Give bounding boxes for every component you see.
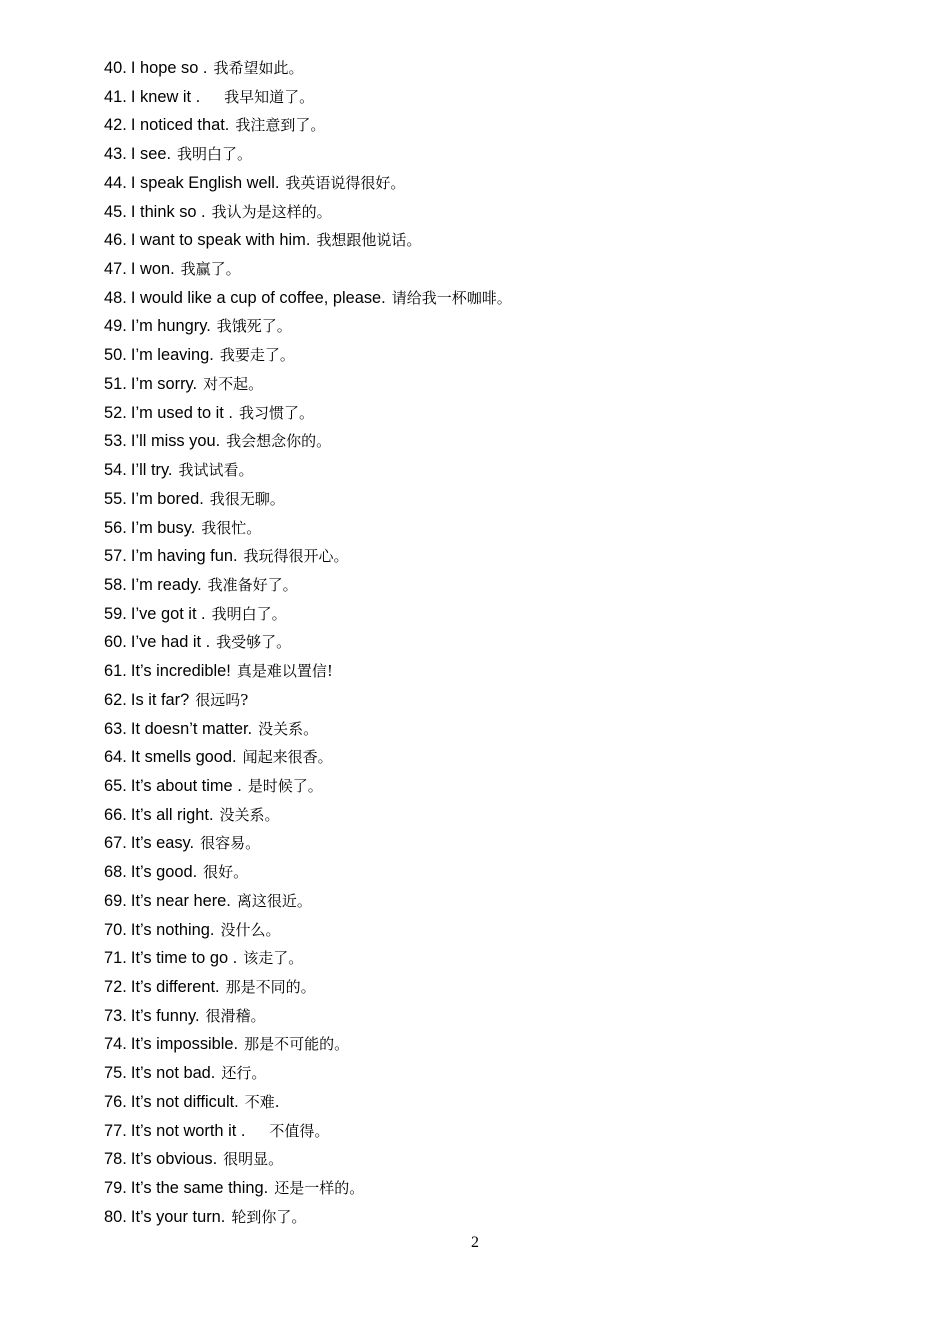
phrase-chinese: 我会想念你的。	[226, 432, 332, 451]
phrase-chinese: 我受够了。	[216, 633, 292, 652]
phrase-number: 64.	[104, 748, 127, 767]
phrase-number: 41.	[104, 87, 127, 106]
phrase-row	[104, 1117, 904, 1146]
phrase-english: It’s not bad.	[130, 1064, 216, 1083]
phrase-english: It’s about time .	[130, 776, 242, 795]
phrase-number: 50.	[104, 346, 127, 365]
phrase-number: 46.	[104, 231, 127, 250]
phrase-number: 48.	[104, 288, 127, 307]
phrase-row	[104, 1145, 904, 1174]
phrase-english: It’s funny.	[130, 1006, 200, 1025]
phrase-english: I’ll miss you.	[130, 432, 221, 451]
phrase-row	[104, 628, 904, 657]
phrase-english: I speak English well.	[130, 173, 280, 192]
phrase-english: I’m leaving.	[130, 346, 214, 365]
phrase-chinese: 很滑稽。	[205, 1006, 266, 1025]
phrase-row	[104, 600, 904, 629]
phrase-number: 59.	[104, 604, 127, 623]
phrase-english: I noticed that.	[130, 116, 230, 135]
phrase-chinese: 没什么。	[220, 920, 281, 939]
phrase-english: I’ve got it .	[130, 604, 206, 623]
phrase-chinese: 我注意到了。	[235, 116, 326, 135]
phrase-number: 63.	[104, 719, 127, 738]
phrase-chinese: 我早知道了。	[224, 87, 315, 106]
phrase-english: It’s different.	[130, 978, 220, 996]
phrase-chinese: 很远吗?	[195, 690, 249, 709]
page-number: 2	[471, 1234, 479, 1251]
phrase-row	[104, 140, 904, 169]
phrase-row	[104, 772, 904, 801]
phrase-chinese: 很明显。	[223, 1150, 284, 1169]
phrase-row	[104, 54, 904, 83]
phrase-number: 74.	[104, 1035, 127, 1054]
phrase-row	[104, 858, 904, 887]
phrase-chinese: 没关系。	[219, 805, 280, 824]
phrase-english: I’ve had it .	[130, 633, 211, 652]
phrase-english: I knew it .	[130, 87, 201, 106]
phrase-number: 69.	[104, 891, 127, 910]
phrase-row	[104, 1059, 904, 1088]
phrase-row	[104, 801, 904, 830]
phrase-english: It smells good.	[130, 748, 237, 767]
phrase-row	[104, 399, 904, 428]
phrase-number: 71.	[104, 949, 127, 968]
phrase-english: I’m sorry.	[130, 374, 198, 393]
phrase-number: 72.	[104, 978, 127, 996]
phrase-english: It’s nothing.	[130, 920, 215, 939]
phrase-number: 40.	[104, 59, 127, 77]
phrase-chinese: 还是一样的。	[274, 1179, 365, 1198]
phrase-chinese: 离这很近。	[236, 891, 312, 910]
phrase-chinese: 那是不可能的。	[244, 1035, 350, 1054]
phrase-row	[104, 312, 904, 341]
phrase-english: I hope so .	[130, 59, 208, 77]
phrase-english: I’m ready.	[130, 575, 202, 594]
phrase-english: I’m hungry.	[130, 317, 211, 336]
phrase-chinese: 我很无聊。	[209, 489, 285, 508]
phrase-english: It’s not worth it .	[130, 1121, 246, 1140]
phrase-number: 56.	[104, 518, 127, 537]
phrase-chinese: 该走了。	[243, 949, 304, 968]
phrase-english: I’m having fun.	[130, 547, 238, 566]
phrase-chinese: 请给我一杯咖啡。	[391, 288, 512, 307]
phrase-row	[104, 715, 904, 744]
phrase-row	[104, 944, 904, 973]
phrase-chinese: 还行。	[221, 1064, 267, 1083]
phrase-row	[104, 916, 904, 945]
phrase-row	[104, 542, 904, 571]
phrase-row	[104, 255, 904, 284]
phrase-row	[104, 1174, 904, 1203]
phrase-chinese: 是时候了。	[247, 776, 323, 795]
phrase-number: 67.	[104, 834, 127, 853]
phrase-english: I’m bored.	[130, 489, 204, 508]
phrase-row	[104, 198, 904, 227]
phrase-chinese: 我想跟他说话。	[316, 231, 422, 250]
phrase-number: 43.	[104, 145, 127, 164]
phrase-number: 58.	[104, 575, 127, 594]
phrase-english: It’s the same thing.	[130, 1179, 269, 1198]
phrase-chinese: 不值得。	[269, 1121, 330, 1140]
phrase-chinese: 那是不同的。	[225, 978, 316, 996]
phrase-chinese: 我希望如此。	[213, 59, 304, 77]
phrase-number: 62.	[104, 690, 127, 709]
phrase-number: 44.	[104, 173, 127, 192]
phrase-chinese: 我试试看。	[178, 461, 254, 480]
phrase-english: I would like a cup of coffee, please.	[130, 288, 386, 307]
phrase-chinese: 不难.	[244, 1092, 280, 1111]
phrase-english: It’s easy.	[130, 834, 195, 853]
phrase-number: 49.	[104, 317, 127, 336]
phrase-chinese: 我玩得很开心。	[243, 547, 349, 566]
phrase-english: It’s obvious.	[130, 1150, 218, 1169]
phrase-number: 57.	[104, 547, 127, 566]
phrase-english: Is it far?	[130, 690, 190, 709]
phrase-row	[104, 514, 904, 543]
phrase-english: I won.	[130, 260, 175, 279]
phrase-list	[104, 54, 904, 1231]
phrase-english: I see.	[130, 145, 171, 164]
phrase-chinese: 闻起来很香。	[242, 748, 333, 767]
phrase-english: It’s near here.	[130, 891, 231, 910]
phrase-chinese: 很好。	[203, 863, 249, 882]
phrase-number: 77.	[104, 1121, 127, 1140]
phrase-chinese: 我习惯了。	[238, 403, 314, 422]
phrase-row	[104, 743, 904, 772]
phrase-row	[104, 226, 904, 255]
phrase-number: 76.	[104, 1092, 127, 1111]
phrase-chinese: 我英语说得很好。	[285, 173, 406, 192]
phrase-row	[104, 169, 904, 198]
phrase-row	[104, 973, 904, 1002]
phrase-english: It doesn’t matter.	[130, 719, 253, 738]
phrase-row	[104, 571, 904, 600]
phrase-row	[104, 284, 904, 313]
phrase-row	[104, 829, 904, 858]
phrase-chinese: 我明白了。	[177, 145, 253, 164]
phrase-chinese: 我准备好了。	[207, 575, 298, 594]
phrase-row	[104, 456, 904, 485]
phrase-row	[104, 1002, 904, 1031]
phrase-number: 60.	[104, 633, 127, 652]
phrase-number: 55.	[104, 489, 127, 508]
phrase-number: 53.	[104, 432, 127, 451]
phrase-english: I want to speak with him.	[130, 231, 311, 250]
phrase-english: I think so .	[130, 202, 206, 221]
phrase-chinese: 没关系。	[258, 719, 319, 738]
phrase-number: 65.	[104, 776, 127, 795]
phrase-number: 78.	[104, 1150, 127, 1169]
phrase-english: It’s incredible!	[130, 662, 231, 681]
phrase-row	[104, 686, 904, 715]
phrase-chinese: 我很忙。	[201, 518, 262, 537]
phrase-row	[104, 485, 904, 514]
phrase-english: It’s good.	[130, 863, 198, 882]
phrase-english: I’m busy.	[130, 518, 196, 537]
phrase-row	[104, 370, 904, 399]
phrase-chinese: 对不起。	[203, 374, 264, 393]
phrase-row	[104, 427, 904, 456]
phrase-english: It’s all right.	[130, 805, 214, 824]
phrase-number: 80.	[104, 1207, 127, 1226]
phrase-row	[104, 657, 904, 686]
phrase-number: 70.	[104, 920, 127, 939]
phrase-number: 75.	[104, 1064, 127, 1083]
phrase-chinese: 我要走了。	[219, 346, 295, 365]
phrase-row	[104, 1030, 904, 1059]
phrase-english: I’ll try.	[130, 461, 173, 480]
phrase-chinese: 我饿死了。	[216, 317, 292, 336]
phrase-number: 66.	[104, 805, 127, 824]
phrase-number: 54.	[104, 461, 127, 480]
phrase-row	[104, 83, 904, 112]
phrase-chinese: 很容易。	[200, 834, 261, 853]
phrase-row	[104, 1088, 904, 1117]
phrase-english: It’s impossible.	[130, 1035, 239, 1054]
phrase-chinese: 真是难以置信!	[236, 662, 333, 681]
phrase-number: 42.	[104, 116, 127, 135]
phrase-number: 68.	[104, 863, 127, 882]
phrase-number: 79.	[104, 1179, 127, 1198]
phrase-row	[104, 111, 904, 140]
phrase-row	[104, 1203, 904, 1232]
phrase-english: It’s time to go .	[130, 949, 238, 968]
phrase-number: 52.	[104, 403, 127, 422]
phrase-number: 45.	[104, 202, 127, 221]
phrase-row	[104, 341, 904, 370]
phrase-number: 61.	[104, 662, 127, 681]
phrase-english: It’s your turn.	[130, 1207, 226, 1226]
phrase-number: 47.	[104, 260, 127, 279]
phrase-number: 73.	[104, 1006, 127, 1025]
phrase-chinese: 我认为是这样的。	[211, 202, 332, 221]
phrase-chinese: 我赢了。	[180, 260, 241, 279]
phrase-row	[104, 887, 904, 916]
phrase-chinese: 我明白了。	[211, 604, 287, 623]
phrase-english: It’s not difficult.	[130, 1092, 239, 1111]
phrase-chinese: 轮到你了。	[231, 1207, 307, 1226]
phrase-number: 51.	[104, 374, 127, 393]
phrase-english: I’m used to it .	[130, 403, 233, 422]
